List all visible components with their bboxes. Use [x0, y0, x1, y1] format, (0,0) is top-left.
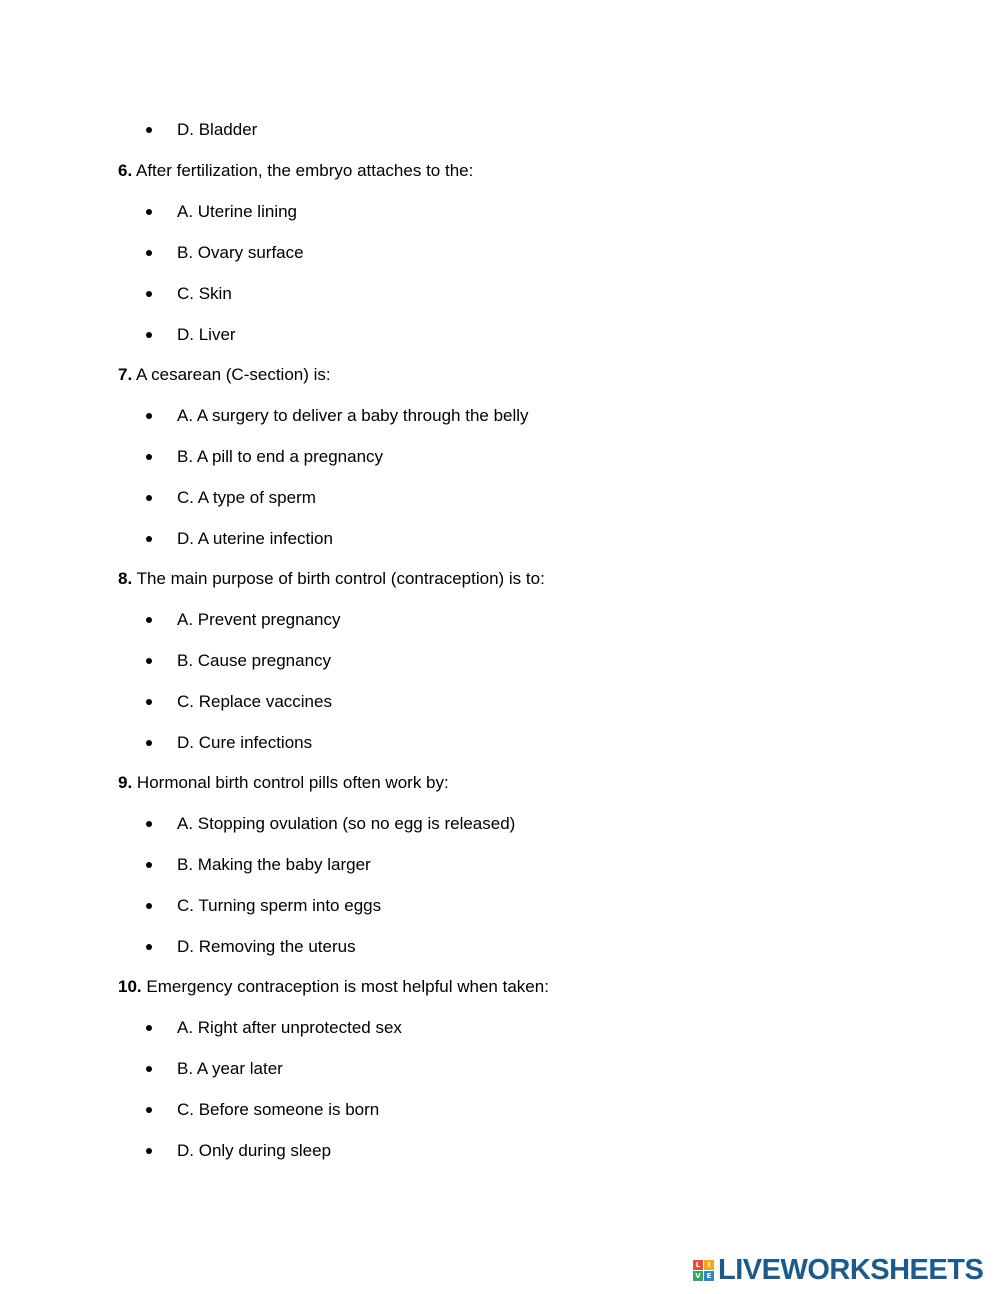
bullet-icon — [146, 536, 152, 542]
bullet-icon — [146, 617, 152, 623]
logo-letter-i: I — [704, 1260, 714, 1270]
bullet-icon — [146, 1107, 152, 1113]
bullet-icon — [146, 862, 152, 868]
option-10b: B. A year later — [177, 1059, 283, 1078]
bullet-icon — [146, 454, 152, 460]
question-number: 10. — [118, 977, 142, 996]
question-number: 8. — [118, 569, 133, 588]
option-6c: C. Skin — [177, 284, 232, 303]
option-10d: D. Only during sleep — [177, 1141, 332, 1160]
bullet-icon — [146, 1148, 152, 1154]
question-number: 6. — [118, 161, 133, 180]
liveworksheets-logo[interactable] — [693, 1256, 983, 1284]
question-text: A cesarean (C-section) is: — [135, 365, 331, 384]
question-10 — [118, 976, 549, 998]
option-10a: A. Right after unprotected sex — [177, 1018, 402, 1037]
option-7c: C. A type of sperm — [177, 488, 316, 507]
option-7d: D. A uterine infection — [177, 529, 333, 548]
live-blocks-icon — [693, 1260, 714, 1281]
option-6b: B. Ovary surface — [177, 243, 304, 262]
option-d-bladder: D. Bladder — [177, 120, 258, 139]
option-8c: C. Replace vaccines — [177, 692, 332, 711]
option-9c: C. Turning sperm into eggs — [177, 896, 382, 915]
question-9 — [118, 772, 449, 794]
logo-letter-v: V — [693, 1271, 703, 1281]
option-7b: B. A pill to end a pregnancy — [177, 447, 384, 466]
question-text: The main purpose of birth control (contraception) is to: — [136, 569, 545, 588]
bullet-icon — [146, 291, 152, 297]
bullet-icon — [146, 209, 152, 215]
bullet-icon — [146, 740, 152, 746]
option-9a: A. Stopping ovulation (so no egg is released) — [177, 814, 516, 833]
question-text: Hormonal birth control pills often work by: — [136, 773, 449, 792]
question-text: After fertilization, the embryo attaches to the: — [135, 161, 474, 180]
bullet-icon — [146, 944, 152, 950]
bullet-icon — [146, 332, 152, 338]
question-text: Emergency contraception is most helpful when taken: — [146, 977, 549, 996]
logo-letter-l: L — [693, 1260, 703, 1270]
question-8 — [118, 568, 545, 590]
bullet-icon — [146, 1025, 152, 1031]
question-7 — [118, 364, 331, 386]
bullet-icon — [146, 821, 152, 827]
option-8a: A. Prevent pregnancy — [177, 610, 341, 629]
bullet-icon — [146, 1066, 152, 1072]
question-6 — [118, 160, 473, 182]
option-9d: D. Removing the uterus — [177, 937, 356, 956]
question-number: 7. — [118, 365, 133, 384]
bullet-icon — [146, 127, 152, 133]
bullet-icon — [146, 495, 152, 501]
bullet-icon — [146, 250, 152, 256]
option-10c: C. Before someone is born — [177, 1100, 380, 1119]
option-6a: A. Uterine lining — [177, 202, 298, 221]
option-8d: D. Cure infections — [177, 733, 313, 752]
question-number: 9. — [118, 773, 133, 792]
bullet-icon — [146, 903, 152, 909]
bullet-icon — [146, 699, 152, 705]
option-7a: A. A surgery to deliver a baby through the belly — [177, 406, 529, 425]
bullet-icon — [146, 413, 152, 419]
bullet-icon — [146, 658, 152, 664]
option-6d: D. Liver — [177, 325, 236, 344]
logo-text: LIVEWORKSHEETS — [718, 1254, 984, 1286]
option-9b: B. Making the baby larger — [177, 855, 371, 874]
logo-letter-e: E — [704, 1271, 714, 1281]
option-8b: B. Cause pregnancy — [177, 651, 332, 670]
